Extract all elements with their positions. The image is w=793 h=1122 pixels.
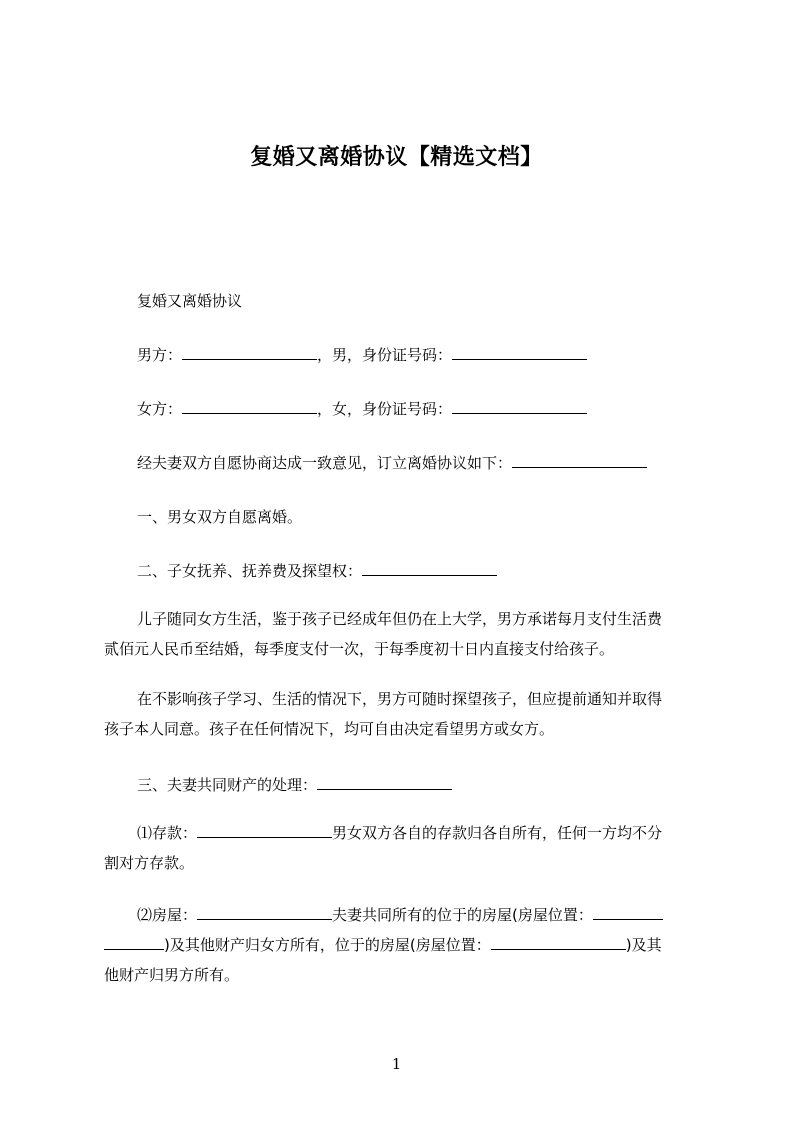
child-support-line-2: 贰佰元人民币至结婚，每季度支付一次，于每季度初十日内直接支付给孩子。 bbox=[104, 640, 615, 658]
house-line-2-text: )及其他财产归女方所有，位于的房屋(房屋位置： bbox=[164, 936, 491, 954]
male-party-line bbox=[137, 340, 702, 370]
house-location-blank-a bbox=[593, 903, 663, 920]
house-blank bbox=[197, 903, 332, 920]
item-two-blank bbox=[362, 559, 497, 576]
item-one: 一、男女双方自愿离婚。 bbox=[137, 508, 303, 526]
page-number: 1 bbox=[391, 1055, 402, 1073]
visitation-line-2: 孩子本人同意。孩子在任何情况下，均可自由决定看望男方或女方。 bbox=[104, 720, 555, 738]
male-id-blank bbox=[452, 343, 587, 360]
deposit-line-1 bbox=[104, 818, 702, 848]
item-two-text: 二、子女抚养、抚养费及探望权： bbox=[137, 562, 363, 580]
house-line-1 bbox=[104, 900, 702, 930]
house-paragraph bbox=[104, 900, 702, 990]
deposit-line-2: 割对方存款。 bbox=[104, 854, 195, 872]
female-gender-text: ，女，身份证号码： bbox=[317, 400, 453, 418]
item-three-blank bbox=[317, 773, 452, 790]
intro-text: 经夫妻双方自愿协商达成一致意见，订立离婚协议如下： bbox=[137, 454, 513, 472]
house-location-blank-b bbox=[104, 933, 164, 950]
item-three-text: 三、夫妻共同财产的处理： bbox=[137, 776, 318, 794]
female-id-blank bbox=[452, 397, 587, 414]
child-support-paragraph bbox=[104, 604, 702, 664]
child-support-line-1: 儿子随同女方生活，鉴于孩子已经成年但仍在上大学，男方承诺每月支付生活费 bbox=[137, 610, 663, 628]
deposit-text: 男女双方各自的存款归各自所有，任何一方均不分 bbox=[332, 824, 663, 842]
female-label: 女方： bbox=[137, 400, 183, 418]
deposit-paragraph bbox=[104, 818, 702, 878]
visitation-paragraph bbox=[104, 684, 702, 744]
male-gender-text: ，男，身份证号码： bbox=[317, 346, 453, 364]
deposit-blank bbox=[197, 821, 332, 838]
agreement-heading: 复婚又离婚协议 bbox=[137, 292, 243, 310]
house-text: 夫妻共同所有的位于的房屋(房屋位置： bbox=[332, 906, 593, 924]
female-name-blank bbox=[182, 397, 317, 414]
visitation-line-1: 在不影响孩子学习、生活的情况下，男方可随时探望孩子，但应提前通知并取得 bbox=[137, 690, 663, 708]
house-line-3: 他财产归男方所有。 bbox=[104, 966, 240, 984]
item-three bbox=[137, 770, 702, 800]
house-line-2 bbox=[104, 930, 702, 960]
female-party-line bbox=[137, 394, 702, 424]
document-title: 复婚又离婚协议【精选文档】 bbox=[250, 145, 543, 170]
male-name-blank bbox=[182, 343, 317, 360]
deposit-prefix: ⑴存款： bbox=[137, 824, 198, 842]
house-line-2-end: )及其 bbox=[625, 936, 662, 954]
male-label: 男方： bbox=[137, 346, 183, 364]
intro-blank bbox=[512, 451, 647, 468]
intro-line bbox=[137, 448, 702, 478]
house-prefix: ⑵房屋： bbox=[137, 906, 198, 924]
house-location-blank-c bbox=[491, 933, 626, 950]
item-two bbox=[137, 556, 702, 586]
